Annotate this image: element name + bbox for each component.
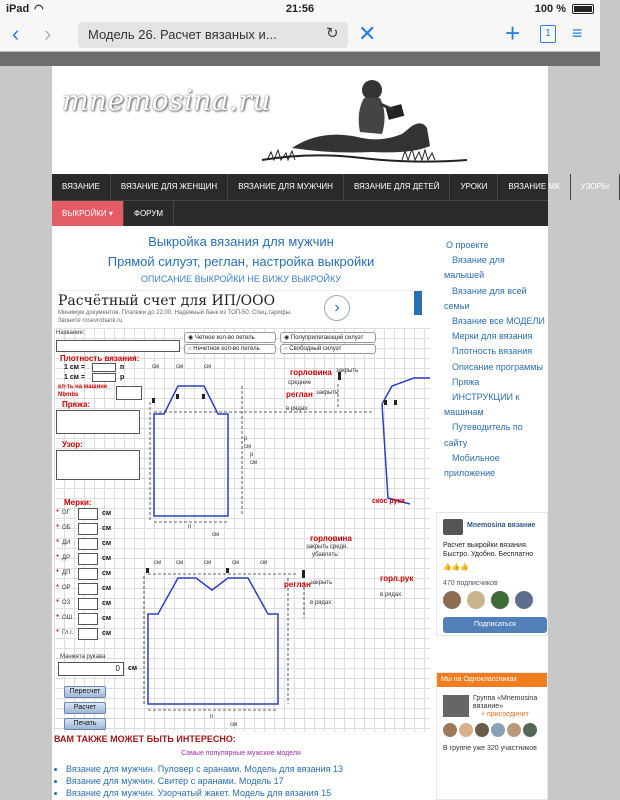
close-label-1: закрыть — [336, 368, 359, 374]
measure-label: ОГ — [62, 510, 70, 516]
cuff-unit: см — [128, 665, 138, 672]
in-rows-label-1: в рядах: — [286, 406, 309, 412]
density-stitches-unit: п — [120, 364, 125, 371]
nav-item[interactable]: ВЯЗАНИЕ МК — [498, 174, 570, 200]
required-marker: * — [56, 523, 60, 532]
measure-unit: см — [102, 540, 112, 547]
clock: 21:56 — [285, 3, 315, 15]
ad-arrow-icon[interactable]: › — [324, 295, 350, 321]
measure-input[interactable] — [78, 598, 98, 610]
radio-fitted-label: Полуприлегающий силуэт — [290, 335, 364, 341]
label-cm-4: см — [244, 444, 252, 450]
measure-unit: см — [102, 510, 112, 517]
nav-row-1 — [52, 174, 610, 200]
web-page — [52, 66, 610, 800]
label-cm-10: см — [232, 560, 240, 566]
related-links — [66, 764, 426, 800]
vk-subscribe-button[interactable]: Подписаться — [443, 617, 547, 633]
ad-choices-icon[interactable] — [414, 291, 422, 315]
label-cm-2: см — [176, 364, 184, 370]
measure-unit: см — [102, 615, 112, 622]
page-subtitle: Прямой силуэт, реглан, настройка выкройки — [107, 254, 375, 269]
close-middle-label: закрыть средн. — [306, 544, 348, 550]
wifi-icon: ◠ — [34, 3, 44, 15]
in-rows-label-3: в рядах: — [380, 592, 403, 598]
sidebar-item[interactable]: Пряжа — [452, 376, 480, 387]
sidebar-item[interactable]: малышей — [444, 270, 485, 281]
ad-title[interactable]: Расчётный счет для ИП/ООО — [58, 293, 276, 309]
sidebar-item[interactable]: Вязание все МОДЕЛИ — [452, 316, 545, 326]
nav-row-2 — [52, 200, 548, 226]
sidebar-item[interactable]: Вязание для — [452, 255, 505, 266]
name-label: Название: — [56, 330, 85, 336]
ad-text: Минимум документов. Платежи до 22:00. Надежный банк из ТОП-50. Спец.тарифы. Звоните rosevrobank.ru — [58, 310, 292, 324]
nav-item[interactable]: УРОКИ — [450, 174, 498, 200]
sidebar-item[interactable]: ИНСТРУКЦИИ к — [452, 392, 520, 402]
sidebar-item[interactable]: приложение — [444, 468, 496, 478]
measure-unit: см — [102, 555, 112, 562]
cuff-label: Манжета рукава — [60, 654, 106, 660]
close-icon[interactable]: ✕ — [358, 21, 377, 46]
main-content — [52, 226, 430, 800]
pattern-calculator — [54, 328, 430, 732]
vk-widget — [436, 512, 548, 636]
sidebar-item[interactable]: О проекте — [446, 240, 489, 250]
ok-group-name[interactable]: Группа «Mnemosina вязание» — [473, 695, 538, 710]
measure-unit: см — [102, 585, 112, 592]
radio-odd-label: Нечетное кол-во петель — [193, 346, 260, 352]
browser-toolbar — [0, 18, 600, 52]
related-link[interactable]: • Вязание для мужчин. Пуловер с аранами. Модель для вязания 13 — [66, 764, 426, 774]
density-stitches-input[interactable] — [92, 363, 116, 372]
neck-sleeve-label: горл.рук — [380, 574, 414, 583]
label-cm-1: см — [152, 364, 160, 370]
vk-member-avatar[interactable] — [515, 591, 533, 609]
sidebar-item[interactable]: Мобильное — [452, 452, 500, 463]
label-cm-6: см — [212, 532, 220, 538]
vk-member-avatar[interactable] — [443, 591, 461, 609]
required-marker: * — [56, 568, 60, 577]
menu-icon[interactable]: ≡ — [572, 23, 583, 43]
measure-input[interactable] — [78, 628, 98, 640]
machine-label: кл-ть на машине — [58, 384, 108, 390]
vk-group-avatar[interactable] — [443, 519, 463, 535]
density-stitches-label: 1 см = — [64, 364, 85, 371]
measure-input[interactable] — [78, 553, 98, 565]
label-cm-12: см — [230, 722, 238, 728]
label-cm-9: см — [204, 560, 212, 566]
page-gutter — [0, 52, 600, 66]
close-label-2: закрыть — [316, 390, 339, 396]
ok-member-avatars — [443, 723, 543, 739]
label-p-2: п — [210, 714, 214, 720]
description-links[interactable]: ОПИСАНИЕ ВЫКРОЙКИ НЕ ВИЖУ ВЫКРОЙКУ — [140, 274, 342, 284]
density-rows-input[interactable] — [92, 373, 116, 382]
yarn-input[interactable] — [56, 410, 140, 434]
measure-unit: см — [102, 630, 112, 637]
machine-sub-label: Nbmbs — [58, 392, 79, 398]
measure-input[interactable] — [78, 523, 98, 535]
related-link[interactable]: • Вязание для мужчин. Узорчатый жакет. Модель для вязания 15 — [66, 788, 426, 798]
device-name: iPad — [6, 3, 30, 15]
nav-item[interactable]: ВЫКРОЙКИ ▾ — [52, 201, 124, 226]
measure-label: ДП — [62, 570, 71, 576]
nav-item[interactable]: ВЯЗАНИЕ ДЛЯ ДЕТЕЙ — [344, 174, 451, 200]
ok-join-link[interactable]: + присоединит — [481, 711, 529, 718]
in-rows-label-2: в рядах: — [310, 600, 333, 606]
sidebar-item[interactable]: Путеводитель по — [452, 422, 523, 433]
decrease-label: убавлять: — [312, 552, 340, 558]
ok-member-avatar[interactable] — [491, 723, 505, 737]
measure-label: ДР — [62, 555, 71, 561]
related-subheading: Самые популярные мужские модели — [181, 750, 301, 757]
required-marker: * — [56, 613, 60, 622]
vk-group-description: Расчет выкройки вязания. Быстро. Удобно. Бесплатно — [443, 542, 534, 558]
required-marker: * — [56, 598, 60, 607]
measure-label: ОШ — [62, 615, 73, 621]
ok-header: Мы на Одноклассниках — [437, 673, 547, 687]
label-cm-8: см — [176, 560, 184, 566]
ok-member-avatar[interactable] — [475, 723, 489, 737]
measure-label: ДИ — [62, 540, 71, 546]
sidebar-item[interactable]: Плотность вязания — [452, 346, 533, 357]
ok-group-avatar[interactable] — [443, 695, 469, 717]
required-marker: * — [56, 553, 60, 562]
measure-label: Гл.г. — [62, 630, 74, 636]
sidebar-item[interactable]: Мерки для вязания — [452, 331, 533, 342]
required-marker: * — [56, 538, 60, 547]
nav-item[interactable]: ВЯЗАНИЕ ДЛЯ МУЖЧИН — [228, 174, 344, 200]
measure-label: ОЗ — [62, 600, 71, 606]
battery-icon — [572, 4, 594, 14]
raglan-label: реглан — [286, 390, 313, 399]
site-logo[interactable]: mnemosina.ru — [62, 84, 271, 117]
label-cm-3: см — [204, 364, 212, 370]
label-p-1: п — [188, 524, 192, 530]
radio-even[interactable]: ◉ Четное кол-во петель — [184, 332, 276, 343]
vk-group-name[interactable]: Mnemosina вязание — [467, 522, 536, 529]
ok-member-avatar[interactable] — [459, 723, 473, 737]
forward-icon[interactable]: › — [44, 21, 52, 46]
new-tab-icon[interactable]: + — [505, 18, 521, 48]
vk-subscribers: 470 подписчиков — [443, 580, 498, 587]
sidebar-item[interactable]: семьи — [444, 300, 470, 311]
density-rows-unit: р — [120, 374, 125, 381]
label-cm-5: см — [250, 460, 258, 466]
ok-member-avatar[interactable] — [523, 723, 537, 737]
vk-member-avatar[interactable] — [467, 591, 485, 609]
density-label: Плотность вязания: — [60, 354, 140, 363]
tabs-button[interactable]: 1 — [540, 25, 556, 43]
raglan-label-2: реглан — [284, 580, 311, 589]
label-r-2: р — [250, 452, 254, 458]
pattern-input[interactable] — [56, 450, 140, 480]
radio-fitted[interactable]: ◉ Полуприлегающий силуэт — [280, 332, 376, 343]
address-bar[interactable]: Модель 26. Расчет вязаных и... — [78, 22, 348, 48]
nav-item[interactable]: ФОРУМ — [124, 201, 174, 226]
measures-label: Мерки: — [64, 498, 92, 507]
required-marker: * — [56, 583, 60, 592]
neck-label-2: горловина — [310, 534, 352, 543]
close-label-3: закрыть — [310, 580, 333, 586]
measure-input[interactable] — [78, 508, 98, 520]
ok-widget — [436, 672, 548, 800]
pattern-label: Узор: — [62, 440, 83, 449]
ad-banner[interactable] — [54, 290, 422, 326]
measure-label: ОБ — [62, 525, 71, 531]
ok-member-avatar[interactable] — [507, 723, 521, 737]
required-marker: * — [56, 628, 60, 637]
main-navigation — [52, 174, 610, 226]
machine-input[interactable] — [116, 386, 142, 400]
neck-label-1: горловина — [290, 368, 332, 377]
vk-member-avatar[interactable] — [491, 591, 509, 609]
header-illustration — [252, 68, 472, 168]
middle-label: средние — [288, 380, 312, 386]
print-button[interactable]: Печать — [64, 718, 106, 730]
measure-input[interactable] — [78, 568, 98, 580]
nav-item[interactable]: ВЯЗАНИЕ — [52, 174, 111, 200]
label-r-1: р — [244, 436, 248, 442]
ok-member-count: В группе уже 320 участников — [443, 745, 537, 752]
ok-member-avatar[interactable] — [443, 723, 457, 737]
sidebar-item[interactable]: Вязание для всей — [452, 285, 527, 296]
measure-label: ОР — [62, 585, 71, 591]
sidebar-menu — [436, 232, 548, 482]
sidebar-item[interactable]: Описание программы — [452, 361, 543, 372]
radio-odd[interactable]: ○ Нечетное кол-во петель — [184, 344, 276, 354]
site-header — [52, 66, 548, 172]
page-title: Выкройка вязания для мужчин — [148, 234, 334, 249]
reload-icon[interactable]: ↻ — [326, 25, 339, 42]
radio-even-label: Четное кол-во петель — [194, 335, 255, 341]
radio-loose-label: Свободный силуэт — [289, 346, 342, 352]
nav-item[interactable]: ВЯЗАНИЕ ДЛЯ ЖЕНЩИН — [111, 174, 228, 200]
back-icon[interactable]: ‹ — [12, 21, 20, 46]
measure-input[interactable] — [78, 583, 98, 595]
name-input[interactable] — [56, 340, 180, 352]
recalc-button[interactable]: Пересчет — [64, 686, 106, 698]
radio-loose[interactable]: ○ Свободный силуэт — [280, 344, 376, 354]
vk-emoji: 👍👍👍 — [443, 564, 470, 571]
measure-input[interactable] — [78, 613, 98, 625]
sleeve-bevel-label: скос рука — [372, 498, 405, 505]
vk-member-avatars — [443, 591, 547, 611]
yarn-label: Пряжа: — [62, 400, 91, 409]
nav-item[interactable]: УЗОРЫ — [571, 174, 620, 200]
label-cm-7: см — [154, 560, 162, 566]
cuff-input[interactable]: 0 — [58, 662, 124, 676]
required-marker: * — [56, 508, 60, 517]
status-bar — [0, 0, 600, 18]
sidebar-item[interactable]: машинам — [444, 407, 484, 418]
measure-input[interactable] — [78, 538, 98, 550]
density-rows-label: 1 см = — [64, 374, 85, 381]
calc-button[interactable]: Расчет — [64, 702, 106, 714]
related-heading: ВАМ ТАКЖЕ МОЖЕТ БЫТЬ ИНТЕРЕСНО: — [54, 734, 236, 744]
related-link[interactable]: • Вязание для мужчин. Свитер с аранами. Модель 17 — [66, 776, 426, 786]
battery-percent: 100 % — [534, 3, 566, 15]
sidebar-item[interactable]: сайту — [444, 437, 468, 448]
measure-unit: см — [102, 600, 112, 607]
label-cm-11: см — [260, 560, 268, 566]
measure-unit: см — [102, 525, 112, 532]
measure-unit: см — [102, 570, 112, 577]
